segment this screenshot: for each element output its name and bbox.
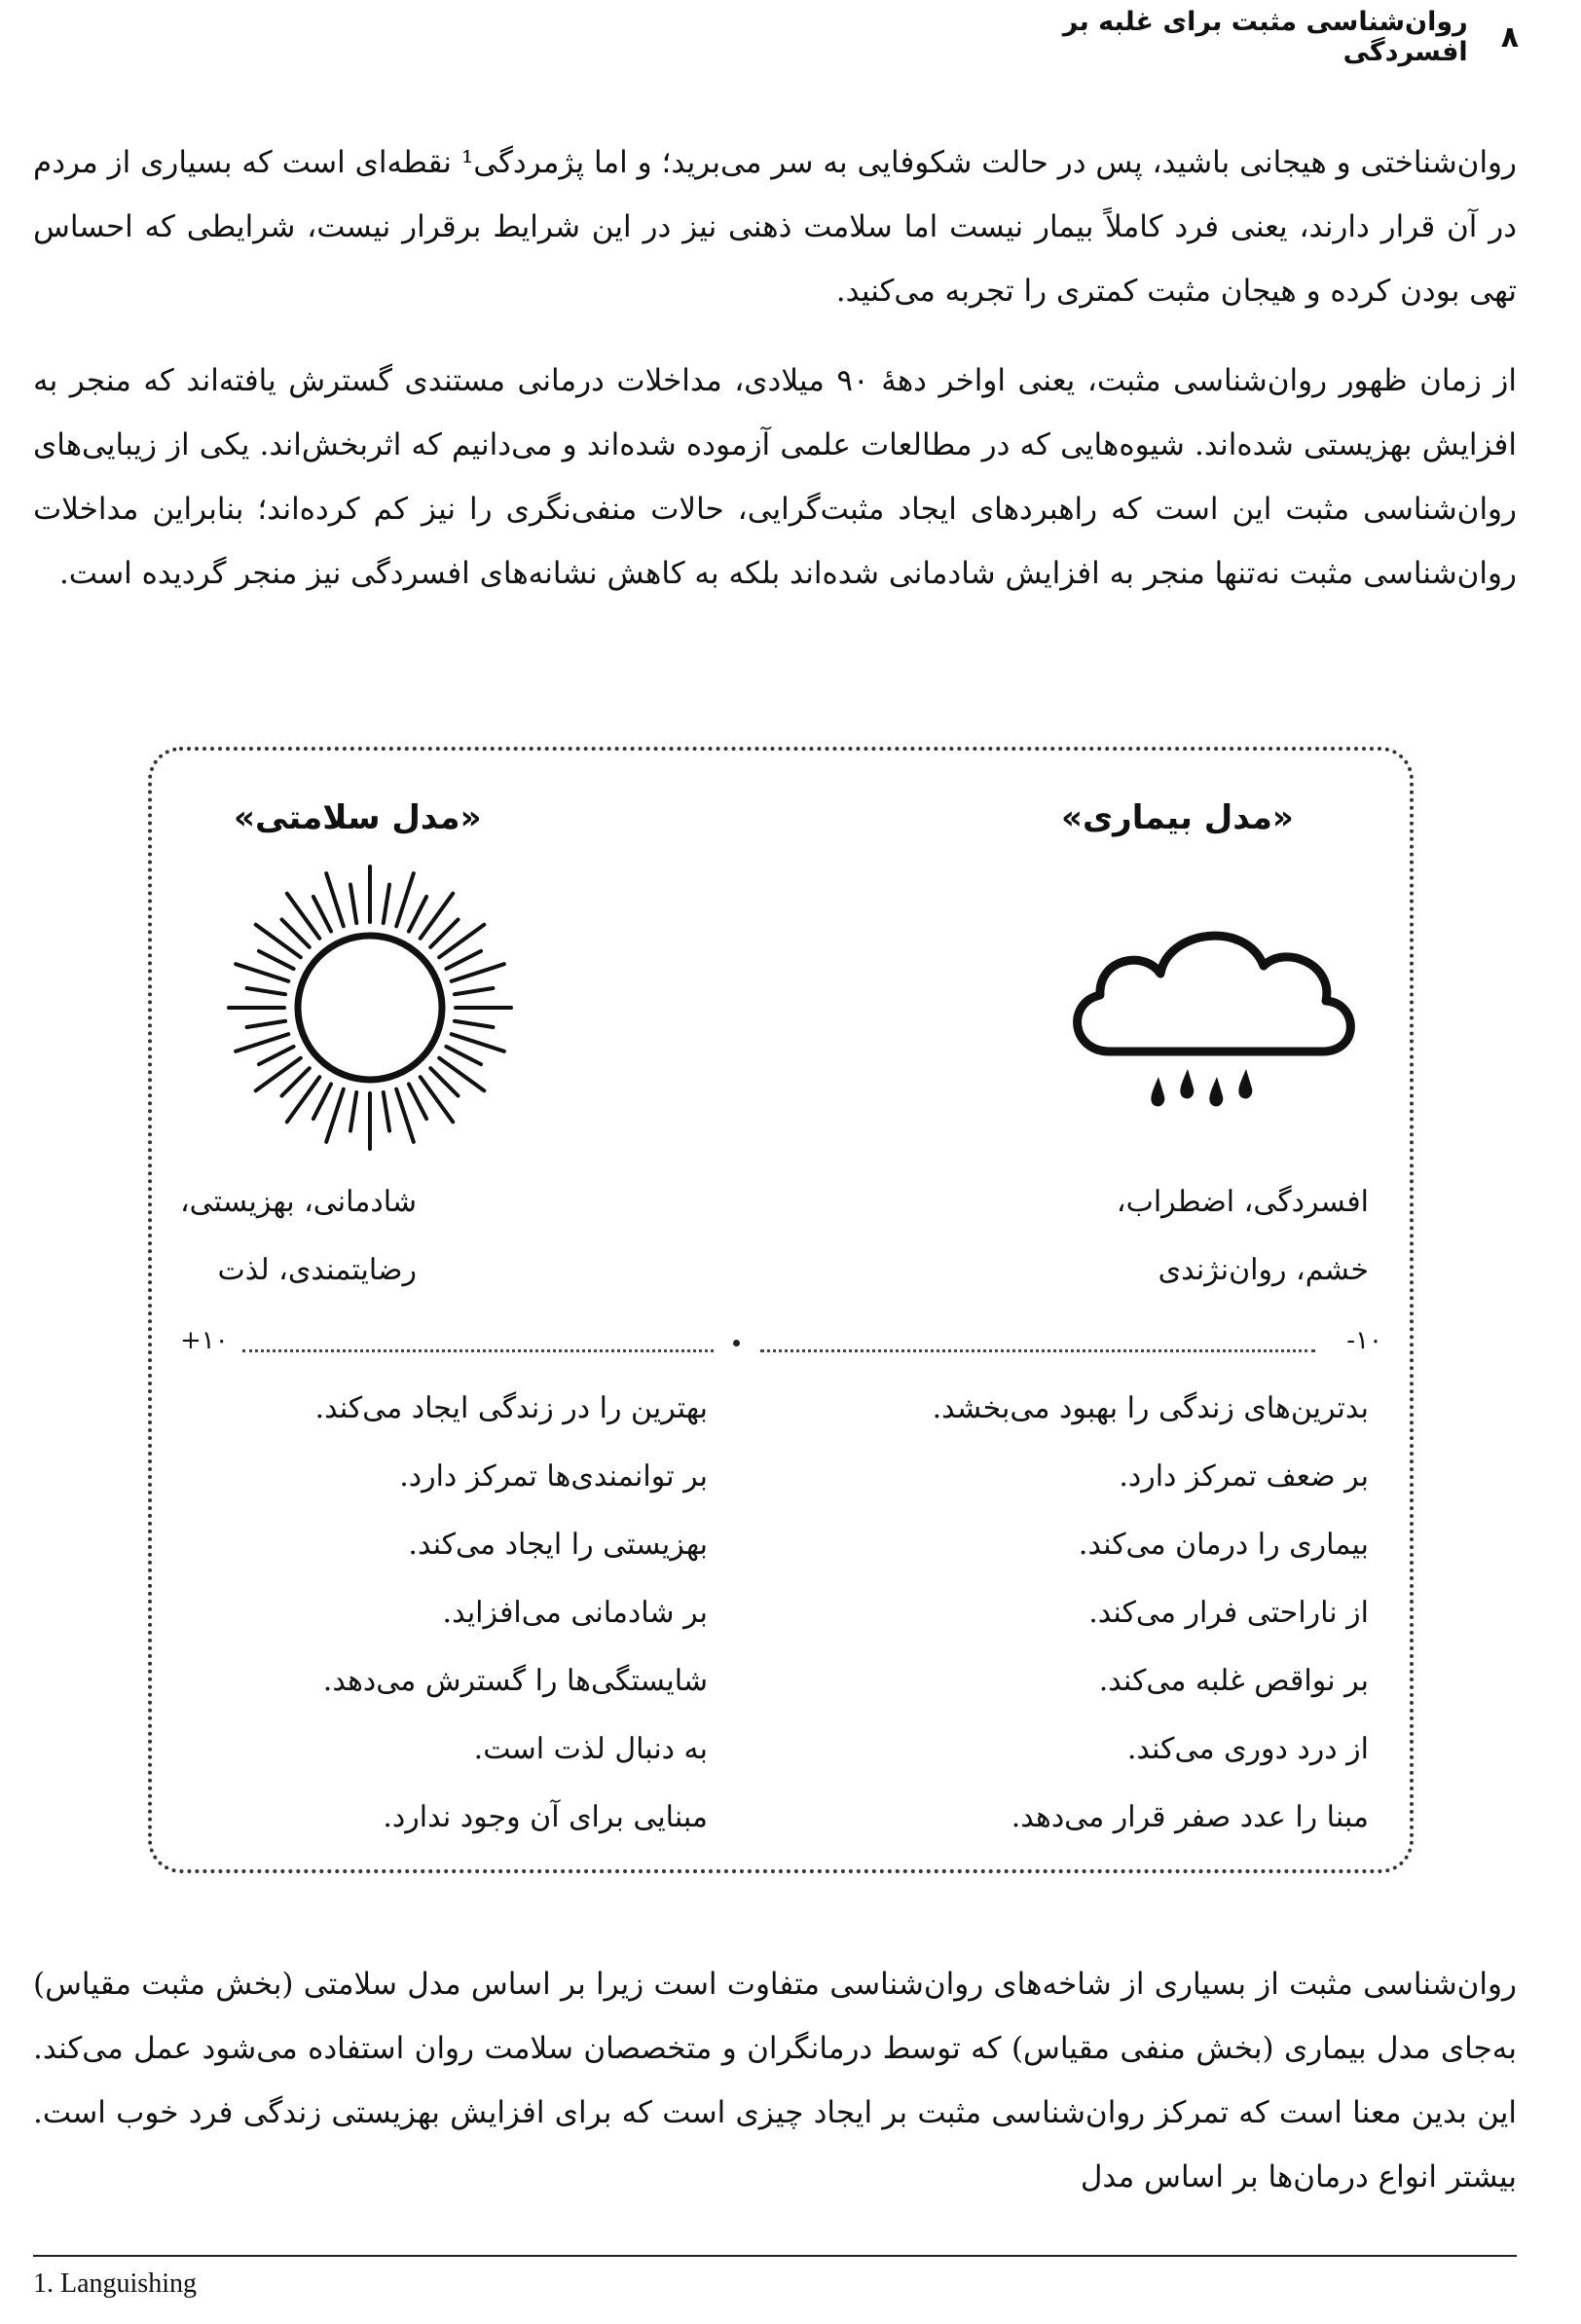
sun-icon [224, 862, 516, 1154]
illness-description [1117, 1168, 1369, 1305]
list-item: شایستگی‌ها را گسترش می‌دهد. [322, 1664, 708, 1698]
wellness-model-title: «مدل سلامتی» [234, 798, 482, 837]
list-item: مبنا را عدد صفر قرار می‌دهد. [1011, 1800, 1369, 1834]
scale-zero-point [733, 1340, 740, 1346]
list-item: مبنایی برای آن وجود ندارد. [383, 1800, 708, 1834]
wellness-model-list [315, 1375, 708, 1852]
list-item: بر شادمانی می‌افزاید. [442, 1596, 708, 1630]
scale-dotted-line-negative [760, 1349, 1315, 1352]
running-title: روان‌شناسی مثبت برای غلبه بر افسردگی [1062, 7, 1468, 67]
illness-description-line: خشم، روان‌نژندی [1158, 1253, 1369, 1287]
scale-plus-label: +۱۰ [180, 1326, 229, 1355]
list-item: بهترین را در زندگی ایجاد می‌کند. [314, 1391, 708, 1425]
wellness-description-line: رضایتمندی، لذت [217, 1253, 417, 1287]
list-item: از درد دوری می‌کند. [1126, 1732, 1369, 1766]
list-item: بر ضعف تمرکز دارد. [1119, 1459, 1369, 1494]
list-item: بیماری را درمان می‌کند. [1078, 1528, 1369, 1562]
page-number: ۸ [1500, 19, 1519, 55]
illness-description-line: افسردگی، اضطراب، [1116, 1185, 1369, 1219]
footnote-rule [33, 2255, 1517, 2257]
paragraph-1: روان‌شناختی و هیجانی باشید، پس در حالت شکوفایی به سر می‌برید؛ و اما پژمردگی¹ نقطه‌ای است که بسیاری از مردم در آن قرار دارند، یعنی فرد کاملاً بیمار نیست اما سلامت ذهنی نیز در این شرایط برقرار نیست، شرایطی که احساس تهی بودن کرده و هیجان مثبت کمتری را تجربه می‌کنید. [33, 145, 1517, 309]
rain-cloud-icon [1051, 905, 1373, 1120]
paragraph-2: از زمان ظهور روان‌شناسی مثبت، یعنی اواخر دهۀ ۹۰ میلادی، مداخلات درمانی مستندی گسترش یافته‌اند که منجر به افزایش بهزیستی شده‌اند. شیوه‌هایی که در مطالعات علمی آزموده شده‌اند و می‌دانیم که اثربخش‌اند. یکی از زیبایی‌های روان‌شناسی مثبت این است که راهبردهای ایجاد مثبت‌گرایی، حالات منفی‌نگری را نیز کم کرده‌اند؛ بنابراین مداخلات روان‌شناسی مثبت نه‌تنها منجر به افزایش شادمانی شده‌اند بلکه به کاهش نشانه‌های افسردگی نیز منجر گردیده است. [33, 363, 1517, 591]
wellness-illness-scale [180, 1324, 1382, 1363]
list-item: از ناراحتی فرار می‌کند. [1088, 1596, 1369, 1630]
list-item: به دنبال لذت است. [473, 1732, 708, 1766]
wellness-description [180, 1168, 417, 1305]
list-item: بدترین‌های زندگی را بهبود می‌بخشد. [932, 1391, 1369, 1425]
scale-minus-label: -۱۰ [1346, 1326, 1382, 1355]
illness-model-title: «مدل بیماری» [1061, 798, 1294, 837]
list-item: بر نواقص غلبه می‌کند. [1098, 1664, 1369, 1698]
list-item: بر توانمندی‌ها تمرکز دارد. [399, 1459, 708, 1494]
paragraph-3: روان‌شناسی مثبت از بسیاری از شاخه‌های روان‌شناسی متفاوت است زیرا بر اساس مدل سلامتی (بخش مثبت مقیاس) به‌جای مدل بیماری (بخش منفی مقیاس) که توسط درمانگران و متخصصان سلامت روان استفاده می‌شود عمل می‌کند. این بدین معنا است که تمرکز روان‌شناسی مثبت بر ایجاد چیزی است که برای افزایش بهزیستی زندگی فرد خوب است. بیشتر انواع درمان‌ها بر اساس مدل [33, 1967, 1517, 2195]
wellness-description-line: شادمانی، بهزیستی، [179, 1185, 417, 1219]
list-item: بهزیستی را ایجاد می‌کند. [408, 1528, 708, 1562]
scale-dotted-line-positive [242, 1349, 714, 1352]
running-header [974, 7, 1519, 67]
footnote: 1. Languishing [33, 2269, 197, 2299]
illness-model-list [933, 1375, 1369, 1852]
